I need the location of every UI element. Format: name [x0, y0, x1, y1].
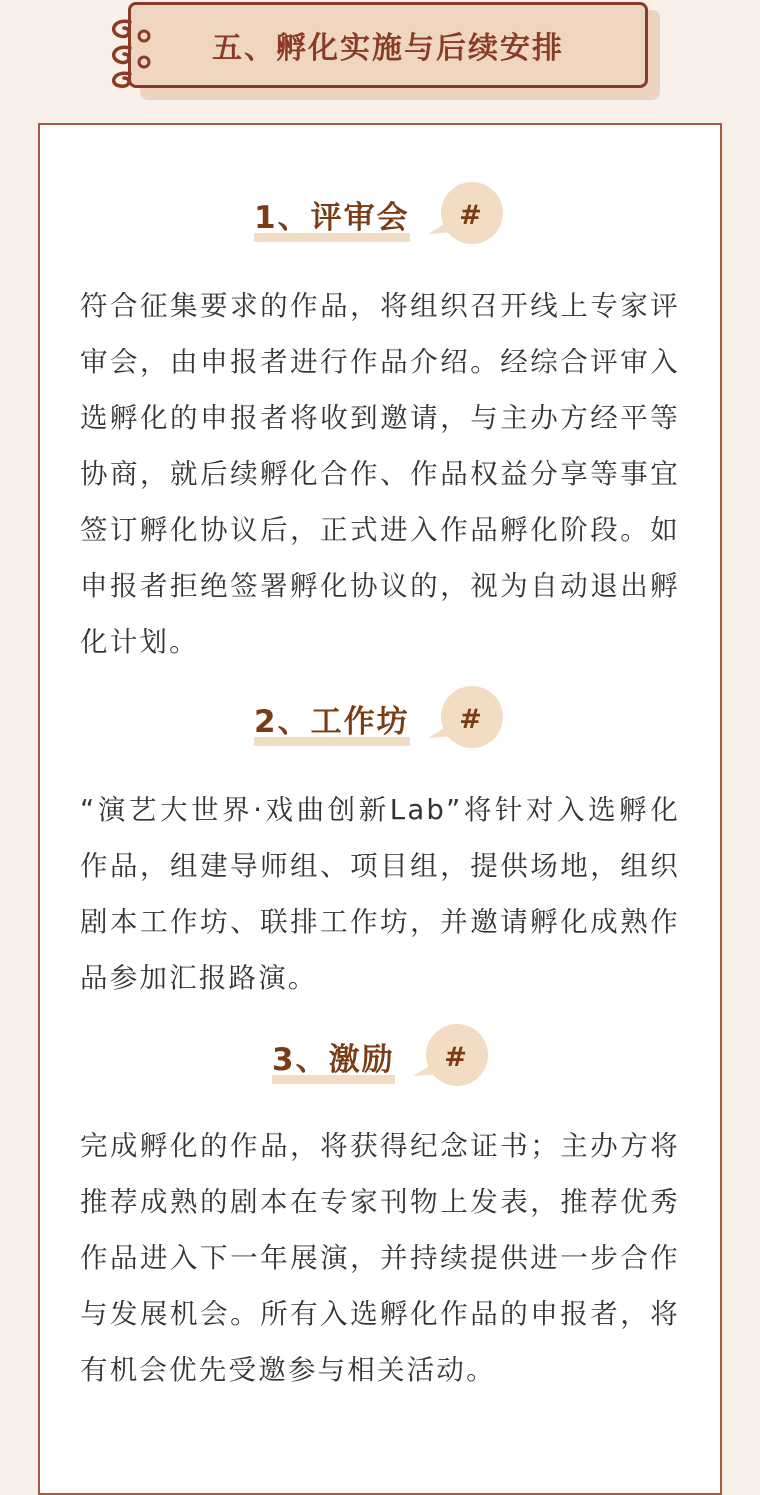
heading-text: 2、工作坊: [254, 704, 410, 740]
section-banner: [128, 2, 648, 88]
section-body-review: [80, 278, 680, 670]
hash-symbol: #: [459, 704, 482, 735]
heading-text: 3、激励: [272, 1042, 395, 1078]
hash-bubble: [440, 182, 502, 244]
hash-symbol: #: [444, 1042, 467, 1073]
hash-bubble: [425, 1024, 487, 1086]
heading-wrap: [254, 702, 410, 742]
section-heading-incentive: [272, 1040, 487, 1086]
paragraph-text: 符合征集要求的作品，将组织召开线上专家评审会，由申报者进行作品介绍。经综合评审入选孵化的申报者将收到邀请，与主办方经平等协商，就后续孵化合作、作品权益分享等事宜签订孵化协议后，正式进入作品孵化阶段。如申报者拒绝签署孵化协议的，视为自动退出孵化计划。: [80, 290, 680, 658]
heading-text: 1、评审会: [254, 200, 410, 236]
hash-bubble: [440, 686, 502, 748]
section-body-incentive: [80, 1118, 680, 1398]
heading-wrap: [272, 1040, 395, 1080]
hash-symbol: #: [459, 200, 482, 231]
section-heading-review: [254, 198, 502, 244]
section-body-workshop: [80, 782, 680, 1006]
scroll-ornament-icon: [100, 8, 170, 88]
heading-wrap: [254, 198, 410, 238]
banner-title: 五、孵化实施与后续安排: [212, 31, 564, 66]
section-heading-workshop: [254, 702, 502, 748]
paragraph-text: “演艺大世界·戏曲创新Lab”将针对入选孵化作品，组建导师组、项目组，提供场地，组织剧本工作坊、联排工作坊，并邀请孵化成熟作品参加汇报路演。: [80, 794, 680, 994]
paragraph-text: 完成孵化的作品，将获得纪念证书；主办方将推荐成熟的剧本在专家刊物上发表，推荐优秀作品进入下一年展演，并持续提供进一步合作与发展机会。所有入选孵化作品的申报者，将有机会优先受邀参与相关活动。: [80, 1130, 680, 1386]
